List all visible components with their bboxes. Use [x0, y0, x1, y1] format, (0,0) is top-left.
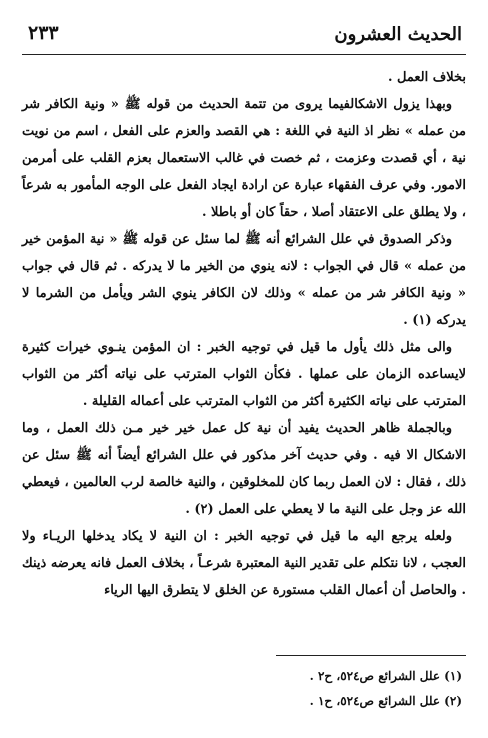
paragraph: بخلاف العمل .	[387, 70, 466, 85]
page-number: ٢٣٣	[28, 22, 59, 44]
paragraph: ولعله يرجع اليه ما قيل في توجيه الخبر : ان النية لا يكاد يدخلها الريـاء ولا العجب ، لانا نتكلم على تقدير النية المعتبرة شرعـاً ، بخلاف العمل فانه يعرضه ذينك . والحاصل أن أعمال القلب مستورة عن الخلق لا يتطرق اليها الرياء	[22, 529, 466, 598]
paragraph: والى مثل ذلك يأول ما قيل في توجيه الخبر : ان المؤمن ينـوي خيرات كثيرة لايساعده الزمان على عملها . فكأن الثواب المترتب على نياته أكثر من الثواب المترتب على نياته الكثيرة أكثر من الثواب المترتب على أعماله القليلة .	[22, 340, 466, 409]
paragraph: وبهذا يزول الاشكالفيما يروى من تتمة الحديث من قوله ﷺ « ونية الكافر شر من عمله » نظر اذ النية في اللغة : هي القصد والعزم على الفعل ، اسم من نويت نية ، أي قصدت وعزمت ، ثم خصت في غالب الاستعمال بعزم القلب على أمرمن الامور. وفي عرف الفقهاء عبارة عن ارادة ايجاد الفعل على الوجه المأمور به شرعاً ، ولا يطلق على الاعتقاد أصلا ، حقاً كان أو باطلا .	[22, 97, 466, 220]
page-header	[22, 16, 466, 52]
running-title: الحديث العشرون	[334, 24, 462, 45]
footnotes	[22, 664, 462, 714]
footnote-rule	[276, 655, 466, 656]
footnote: (٢) علل الشرائع ص٥٢٤، ح١ .	[309, 694, 462, 708]
body-text	[22, 64, 466, 604]
paragraph: وبالجملة ظاهر الحديث يفيد أن نية كل عمل خير خير مـن ذلك العمل ، وما الاشكال الا فيه . وفي حديث آخر مذكور في علل الشرائع أيضاً أنه ﷺ سئل عن ذلك ، فقال : لان العمل ربما كان للمخلوقين ، والنية خالصة لرب العالمين ، فيعطي الله عز وجل على النية ما لا يعطي على العمل (٢) .	[22, 421, 466, 517]
paragraph: وذكر الصدوق في علل الشرائع أنه ﷺ لما سئل عن قوله ﷺ « نية المؤمن خير من عمله » قال في الجواب : لانه ينوي من الخير ما لا يدركه . ثم قال في جواب « ونية الكافر شر من عمله » وذلك لان الكافر ينوي الشر ويأمل من الشرما لا يدركه (١) .	[22, 232, 466, 328]
header-rule	[22, 54, 466, 55]
footnote: (١) علل الشرائع ص٥٢٤، ح٢ .	[309, 669, 462, 683]
